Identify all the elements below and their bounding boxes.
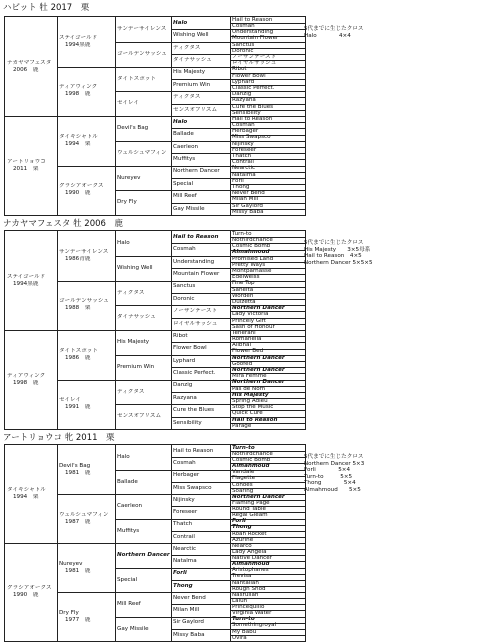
ancestor-name: Classic Perfect. <box>173 370 216 377</box>
ancestor-name: Quick Cure <box>232 410 263 417</box>
ancestor-name: Muffitys <box>117 527 140 534</box>
ancestor-name: ディクタス <box>173 94 201 101</box>
ancestor-name: Muffitys <box>173 156 196 163</box>
ancestor-name: Thatch <box>173 521 193 528</box>
ancestor-name: Halo <box>117 454 130 461</box>
cross-note: Hail to Reason 4×5 <box>304 253 362 259</box>
ancestor-name: Sensibility <box>232 109 261 116</box>
ancestor-name: Special <box>117 576 138 583</box>
horse-name: ナカヤマフェスタ <box>7 59 52 66</box>
ancestor-name: Lyphard <box>173 357 196 364</box>
ancestor-name: Fine Top <box>232 280 255 287</box>
ancestor-name: Devil's Bag <box>117 125 149 132</box>
horse-name: Devil's Bag <box>59 462 91 469</box>
ancestor-name: Nijinsky <box>232 140 254 147</box>
horse-birth-info: 1990 鹿 <box>13 592 39 598</box>
ancestor-name: Princely Gift <box>232 317 266 324</box>
ancestor-name: Rough Shod <box>232 585 266 592</box>
horse-birth-info: 1998 鹿 <box>65 91 91 98</box>
ancestor-name: Premium Win <box>117 363 155 370</box>
ancestor-name: センスオブリズム <box>117 413 162 420</box>
ancestor-name: Flower Bowl <box>232 72 266 79</box>
ancestor-name: His Majesty <box>232 391 269 398</box>
ancestor-name: Round Table <box>232 506 266 513</box>
ancestor-name: Cosmah <box>232 23 255 30</box>
ancestor-name: サンデーサイレンス <box>117 26 167 33</box>
ancestor-name: Alibhai <box>232 342 252 349</box>
horse-name: グラシアオークス <box>7 585 52 591</box>
ancestor-name: Natalma <box>173 558 197 565</box>
ancestor-name: Ribot <box>173 332 188 339</box>
ancestor-name: Cohoes <box>232 481 253 488</box>
horse-birth-info: 1977 鹿 <box>65 616 91 623</box>
ancestor-name: Vandale <box>232 469 255 476</box>
ancestor-name: Sensibility <box>173 419 202 426</box>
ancestor-name: Princequillo <box>232 604 265 611</box>
ancestor-name: Ballade <box>117 478 138 485</box>
pedigree-table <box>4 444 306 642</box>
ancestor-name: Almahmoud <box>232 561 270 568</box>
ancestor-name: Cosmah <box>173 246 196 253</box>
horse-birth-info: 1994 栗 <box>13 494 39 500</box>
ancestor-name: Sanctus <box>173 283 196 290</box>
horse-birth-info: 1994 栗 <box>65 140 91 147</box>
horse-birth-info: 1994黒鹿 <box>13 280 39 287</box>
ancestor-name: Hail to Reason <box>173 447 214 454</box>
ancestor-name: ロイヤルサッシュ <box>173 320 218 327</box>
ancestor-name: Thatch <box>232 153 252 160</box>
cross-note: Northern Dancer 5×3 <box>304 460 365 467</box>
ancestor-name: Contrail <box>232 159 254 166</box>
ancestor-name: Foreseer <box>173 509 198 516</box>
ancestor-name: Edelweiss <box>232 274 260 281</box>
ancestor-name: Dulzetta <box>232 298 256 305</box>
ancestor-name: Caerleon <box>117 503 143 510</box>
ancestor-name: Ribot <box>232 66 247 73</box>
ancestor-name: Thong <box>232 524 252 531</box>
ancestor-name: Roan Rocket <box>232 530 267 537</box>
ancestor-name: Turn-to <box>232 230 252 237</box>
horse-birth-info: 1994黒鹿 <box>65 41 91 48</box>
ancestor-name: Sir Gaylord <box>232 202 263 209</box>
ancestor-name: Cosmic Bomb <box>232 457 271 464</box>
ancestor-name: Flaming Page <box>232 499 270 506</box>
ancestor-name: Northern Dancer <box>232 493 285 500</box>
ancestor-name: Cure the Blues <box>173 407 215 414</box>
ancestor-name: Hail to Reason <box>232 416 278 423</box>
ancestor-name: Promised Land <box>232 255 274 262</box>
ancestor-name: Herbager <box>173 472 200 479</box>
ancestor-name: Cosmah <box>173 460 196 467</box>
ancestor-name: Ballade <box>173 131 194 138</box>
ancestor-name: Foreseer <box>232 146 257 153</box>
ancestor-name: ディクタス <box>117 388 145 395</box>
ancestor-name: Sash of Honour <box>232 323 275 330</box>
horse-name: ステイゴールド <box>7 273 46 280</box>
horse-birth-info: 1988 栗 <box>65 305 91 312</box>
horse-birth-info: 2011 栗 <box>13 165 39 172</box>
ancestor-name: Trevisa <box>232 573 252 580</box>
horse-name: タイキシャトル <box>7 487 46 493</box>
ancestor-name: Razyana <box>173 394 197 401</box>
ancestor-name: Wishing Well <box>117 264 153 271</box>
cross-note: Northern Dancer 5×5×5 <box>304 259 373 266</box>
ancestor-name: Thong <box>173 582 193 589</box>
ancestor-name: Special <box>173 180 194 187</box>
cross-note: Forli 5×4 <box>304 467 351 473</box>
horse-birth-info: 2006 鹿 <box>13 66 39 73</box>
ancestor-name: Contrail <box>173 533 195 540</box>
ancestor-name: Montparnasse <box>232 268 272 275</box>
ancestor-name: Understanding <box>232 29 274 36</box>
ancestor-name: Turn-to <box>232 616 255 623</box>
horse-name: ステイゴールド <box>59 34 98 41</box>
ancestor-name: ノーザンテースト <box>232 54 277 61</box>
ancestor-name: Herbager <box>232 128 259 135</box>
ancestor-name: His Majesty <box>117 339 150 346</box>
ancestor-name: Doronic <box>173 295 195 302</box>
ancestor-name: セイレイ <box>117 100 139 107</box>
ancestor-name: Miss Swapsco <box>173 484 212 491</box>
horse-name: ディアウィンク <box>7 372 46 379</box>
ancestor-name: Azurine <box>232 536 254 543</box>
ancestor-name: Turn-to <box>232 444 255 451</box>
ancestor-name: ウェルシュマフィン <box>117 149 167 156</box>
ancestor-name: Forli <box>173 570 187 577</box>
ancestor-name: Halo <box>173 19 188 26</box>
ancestor-name: タイトスポット <box>117 75 156 82</box>
cross-note: Almahmoud 5×5 <box>304 486 361 493</box>
ancestor-name: Danzig <box>173 382 193 389</box>
cross-note: Turn-to 5×5 <box>304 473 353 480</box>
ancestor-name: Danzig <box>232 91 252 98</box>
ancestor-name: Tenerani <box>232 329 256 336</box>
ancestor-name: Somethingroyal <box>232 622 277 629</box>
ancestor-name: Hail to Reason <box>232 16 273 23</box>
ancestor-name: Lady Angela <box>232 548 267 555</box>
ancestor-name: センスオブリズム <box>173 106 218 113</box>
ancestor-name: Worden <box>232 292 254 299</box>
ancestor-name: ダイナサッシュ <box>173 57 212 64</box>
horse-name: サンデーサイレンス <box>59 248 109 255</box>
ancestor-name: Miss Swapsco <box>232 134 271 141</box>
ancestor-name: Native Dancer <box>232 555 272 562</box>
horse-birth-info: 1981 鹿 <box>65 469 91 476</box>
ancestor-name: Sanctus <box>232 41 255 48</box>
ancestor-name: Hail to Reason <box>232 115 273 122</box>
ancestor-name: ゴールデンサッシュ <box>117 50 167 57</box>
cross-note: Halo 4×4 <box>304 32 351 39</box>
ancestor-name: Nearco <box>232 542 252 549</box>
horse-birth-info: 1991 鹿 <box>65 404 91 411</box>
ancestor-name: Nureyev <box>117 174 141 181</box>
cross-note: Thong 5×4 <box>304 480 356 486</box>
horse-birth-info: 1981 鹿 <box>65 567 91 574</box>
ancestor-name: Never Bend <box>173 594 206 601</box>
ancestor-name: Spring Adieu <box>232 397 268 404</box>
ancestor-name: Mira Femme <box>232 373 267 380</box>
ancestor-name: Northern Dancer <box>232 367 285 374</box>
ancestor-name: Pas de Nom <box>232 385 266 392</box>
cross-note-heading: 5代までに生じたクロス <box>304 26 364 32</box>
horse-birth-info: 1986 鹿 <box>65 354 91 361</box>
ancestor-name: Flower Bed <box>232 348 264 355</box>
ancestor-name: Missy Baba <box>173 631 205 638</box>
ancestor-name: Mill Reef <box>117 601 141 608</box>
ancestor-name: ディクタス <box>117 289 145 296</box>
ancestor-name: Doronic <box>232 47 254 54</box>
ancestor-name: Sir Gaylord <box>173 619 204 626</box>
ancestor-name: Gay Missile <box>117 625 149 632</box>
ancestor-name: Nearctic <box>173 545 197 552</box>
horse-name: Nureyev <box>59 560 83 567</box>
ancestor-name: Stop the Music <box>232 404 274 411</box>
ancestor-name: Lady Victoria <box>232 311 269 318</box>
ancestor-name: My Babu <box>232 628 257 635</box>
ancestor-name: Virginia Water <box>232 610 272 617</box>
ancestor-name: ダイナサッシュ <box>117 314 156 321</box>
ancestor-name: Regal Gleam <box>232 512 268 519</box>
ancestor-name: Cure the Blues <box>232 103 274 110</box>
ancestor-name: Milan Mill <box>173 607 200 614</box>
horse-name: ディアウィンク <box>59 84 98 91</box>
horse-name: ウェルシュマフィン <box>59 511 109 518</box>
section-title: アートリョウコ 牝 2011 栗 <box>3 433 115 443</box>
ancestor-name: Classic Perfect. <box>232 84 275 91</box>
ancestor-name: Parage <box>232 422 252 429</box>
horse-name: タイトスポット <box>59 347 98 354</box>
ancestor-name: Mountain Flower <box>232 35 279 42</box>
ancestor-name: Uvira <box>232 634 247 641</box>
horse-birth-info: 1998 鹿 <box>13 379 39 386</box>
ancestor-name: Nearctic <box>232 165 256 172</box>
ancestor-name: Flagette <box>232 475 256 482</box>
horse-name: セイレイ <box>59 397 81 404</box>
ancestor-name: Forli <box>232 518 246 525</box>
horse-name: グラシアオークス <box>59 183 104 190</box>
pedigree-table <box>4 230 306 430</box>
ancestor-name: Northern Dancer <box>232 354 285 361</box>
ancestor-name: Sanelta <box>232 286 254 293</box>
ancestor-name: Missy Baba <box>232 208 264 215</box>
ancestor-name: Northern Dancer <box>173 168 220 175</box>
ancestor-name: Northern Dancer <box>232 305 285 312</box>
ancestor-name: Gay Missile <box>173 205 205 212</box>
ancestor-name: ロイヤルサッシュ <box>232 60 277 67</box>
horse-birth-info: 1987 鹿 <box>65 518 91 525</box>
ancestor-name: Nantallah <box>232 579 259 586</box>
ancestor-name: Northern Dancer <box>117 552 170 559</box>
ancestor-name: Caerleon <box>173 143 199 150</box>
ancestor-name: Romanella <box>232 336 262 343</box>
cross-note-heading: 5代までに生じたクロス <box>304 240 364 246</box>
ancestor-name: ディクタス <box>173 44 201 51</box>
horse-birth-info: 1990 鹿 <box>65 190 91 197</box>
ancestor-name: Aristophanes <box>232 567 269 574</box>
ancestor-name: Mountain Flower <box>173 271 220 278</box>
ancestor-name: Nothirdchance <box>232 450 273 457</box>
ancestor-name: Milan Mill <box>232 196 259 203</box>
ancestor-name: Almahmoud <box>232 249 270 256</box>
ancestor-name: Wishing Well <box>173 32 209 39</box>
cross-note: His Majesty 3×5母系 <box>304 246 371 253</box>
ancestor-name: Razyana <box>232 97 256 104</box>
ancestor-name: Nijinsky <box>173 496 195 503</box>
ancestor-name: Halo <box>173 118 188 125</box>
ancestor-name: Premium Win <box>173 81 211 88</box>
horse-name: Dry Fly <box>59 609 79 616</box>
horse-name: ゴールデンサッシュ <box>59 298 109 305</box>
ancestor-name: Hail to Reason <box>173 233 219 240</box>
ancestor-name: Soaring <box>232 487 254 494</box>
ancestor-name: Goofed <box>232 360 253 367</box>
ancestor-name: Thong <box>232 183 250 190</box>
ancestor-name: Lyphard <box>232 78 255 85</box>
horse-birth-info: 1986青鹿 <box>65 255 91 262</box>
ancestor-name: ノーザンテースト <box>173 308 218 315</box>
horse-name: タイキシャトル <box>59 133 98 140</box>
ancestor-name: Cosmah <box>232 122 255 129</box>
ancestor-name: Nasrullah <box>232 591 259 598</box>
ancestor-name: Understanding <box>173 258 215 265</box>
ancestor-name: Lalun <box>232 597 248 604</box>
ancestor-name: Forli <box>232 177 244 184</box>
ancestor-name: Natalma <box>232 171 256 178</box>
ancestor-name: Never Bend <box>232 190 265 197</box>
ancestor-name: Northern Dancer <box>232 379 285 386</box>
ancestor-name: Halo <box>117 240 130 247</box>
section-title: ハビット 牡 2017 栗 <box>3 3 90 13</box>
cross-note-heading: 5代までに生じたクロス <box>304 454 364 460</box>
ancestor-name: Almahmoud <box>232 463 270 470</box>
ancestor-name: Nothirdchance <box>232 237 273 244</box>
ancestor-name: Cosmic Bomb <box>232 243 271 250</box>
section-title: ナカヤマフェスタ 牡 2006 鹿 <box>3 219 123 229</box>
ancestor-name: Mill Reef <box>173 193 197 200</box>
ancestor-name: His Majesty <box>173 69 206 76</box>
ancestor-name: Flower Bowl <box>173 345 207 352</box>
ancestor-name: Dry Fly <box>117 199 137 206</box>
pedigree-table <box>4 16 306 216</box>
ancestor-name: Pretty Ways <box>232 261 266 268</box>
horse-name: アートリョウコ <box>7 158 46 165</box>
